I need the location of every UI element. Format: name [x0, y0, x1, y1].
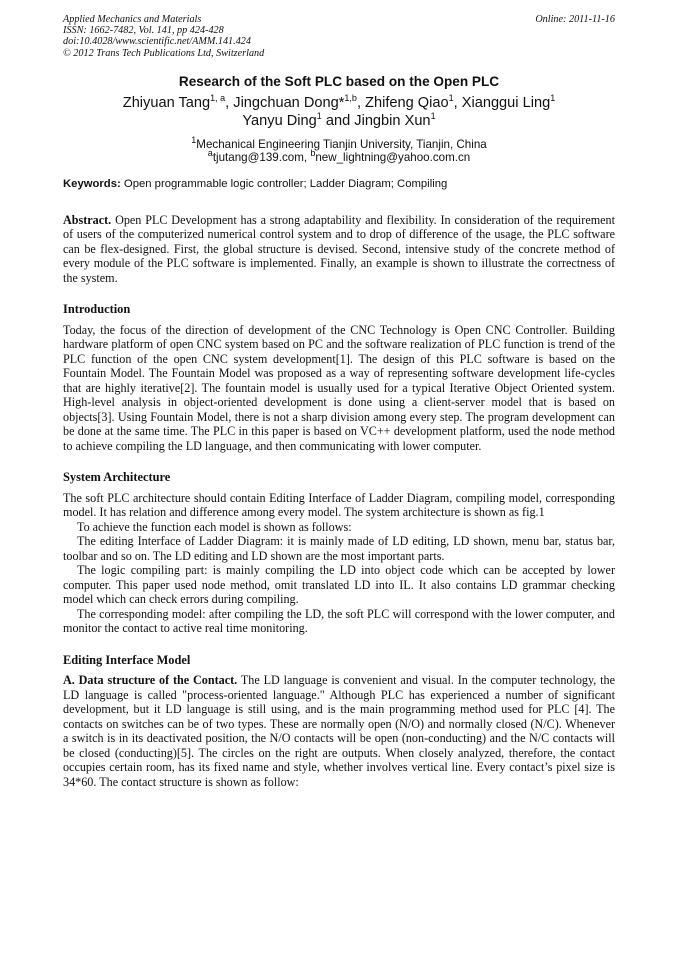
email-a: tjutang@139.com,: [212, 151, 308, 165]
affiliation-sup: 1: [191, 134, 197, 145]
paragraph: The corresponding model: after compiling the LD, the soft PLC will correspond with the lower computer, and monitor the contact to active real time monitoring.: [63, 606, 615, 636]
author-name: Jingchuan Dong*: [233, 94, 345, 111]
journal-issn: ISSN: 1662-7482, Vol. 141, pp 424-428: [63, 25, 224, 37]
author-name: Zhifeng Qiao: [365, 94, 449, 111]
paper-title: Research of the Soft PLC based on the Open PLC: [178, 73, 500, 89]
journal-info: [63, 14, 264, 59]
author-name: Xianggui Ling: [461, 94, 551, 111]
author-line-1: Zhiyuan Tang$^{1, a}$, Jingchuan Dong*$^{1,b}$, Zhifeng Qiao$^1$, Xianggui Ling$^1$: [122, 92, 556, 111]
affiliation-line: [63, 134, 615, 152]
section-heading: System Architecture: [63, 470, 171, 485]
author-conjunction: and: [325, 112, 351, 129]
online-date: Online: 2011-11-16: [535, 14, 615, 25]
paragraph: The logic compiling part: is mainly compiling the LD into object code which can be accepted by lower computer. This paper used node method, omit translated LD into IL. It also contains LD grammar checking model which can check errors during compiling.: [63, 563, 615, 607]
author-sup: 1: [316, 110, 322, 121]
author-name: Yanyu Ding: [242, 112, 317, 129]
email-b: new_lightning@yahoo.com.cn: [315, 151, 471, 165]
paragraph: Today, the focus of the direction of development of the CNC Technology is Open CNC Controller. Building hardware platform of open CNC system based on PC and the software realization of PLC function is trend of the PLC function of the open CNC system development[1]. The design of this PLC software is based on the Fountain Model. The Fountain Model was proposed as a way of representing software development life-cycles that are highly iterative[2]. The fountain model is usually used for a typical Iterative Object Oriented system. High-level analysis in object-oriented development is done using a client-server model that is based on objects[3]. Using Fountain Model, there is not a sharp division among every step. The program development can be done at the same time. The PLC in this paper is based on VC++ development platform, used the node method to achieve compiling the LD language, and then communicating with lower computer.: [63, 322, 615, 453]
author-sup: 1,b: [344, 92, 357, 103]
journal-doi: doi:10.4028/www.scientific.net/AMM.141.424: [63, 36, 251, 48]
section-heading: Introduction: [63, 302, 131, 317]
subsection-heading: A. Data structure of the Contact.: [63, 673, 238, 688]
affiliation-text: Mechanical Engineering Tianjin University, Tianjin, China: [196, 137, 487, 151]
abstract-text: Open PLC Development has a strong adaptability and flexibility. In consideration of the requirement of users of the computerized numerical control system and to drop of difference of the usage, the PLC software can be flex-designed. First, the global structure is devised. Second, intensive study of the concrete method of every module of the PLC software is implemented. Finally, an example is shown to illustrate the correctness of the system.: [63, 212, 615, 285]
journal-header: [63, 14, 615, 59]
paper-page: [63, 14, 615, 789]
author-line-2: [63, 112, 615, 130]
paragraph: To achieve the function each model is shown as follows:: [77, 519, 352, 534]
keywords: [63, 177, 615, 191]
journal-copyright: © 2012 Trans Tech Publications Ltd, Switzerland: [63, 47, 265, 59]
keywords-label: Keywords:: [63, 177, 121, 190]
affiliation: [63, 134, 615, 165]
abstract: [63, 213, 615, 286]
email-line: [63, 148, 615, 165]
email-sup: b: [310, 148, 316, 159]
author-name: Jingbin Xun: [354, 112, 431, 129]
author-sup: 1: [550, 92, 556, 103]
author-sup: 1: [430, 110, 436, 121]
author-sup: 1: [448, 92, 454, 103]
author-sup: 1, a: [210, 92, 226, 103]
journal-name: Applied Mechanics and Materials: [63, 14, 202, 25]
author-list: [63, 94, 615, 130]
abstract-label: Abstract.: [63, 212, 112, 227]
author-name: Zhiyuan Tang: [122, 94, 211, 111]
paragraph-text: The LD language is convenient and visual. In the computer technology, the LD language is called "process-oriented language." Although PLC has experienced a number of significant development, but it LD language is still using, and is the main programming method used for PLC [4]. The contacts on switches can be of two types. These are normally open (N/O) and normally closed (N/C). Whenever a switch is in its deactivated position, the N/O contacts will be open (non-conducting) and the N/C contacts will be closed (conducting)[5]. The circles on the right are outputs. When closely analyzed, therefore, the contact occupies certain room, has its fixed name and style, whether involves vertical line. Every contact’s pixel size is 34*60. The contact structure is shown as follow:: [63, 673, 615, 789]
paragraph: The soft PLC architecture should contain Editing Interface of Ladder Diagram, compiling model, corresponding model. It has relation and difference among every model. The system architecture is shown as fig.1: [63, 490, 615, 520]
keywords-text: Open programmable logic controller; Ladder Diagram; Compiling: [123, 177, 448, 190]
email-sup: a: [207, 148, 213, 159]
paragraph: [63, 673, 615, 789]
section-heading: Editing Interface Model: [63, 652, 191, 667]
paragraph: The editing Interface of Ladder Diagram: it is mainly made of LD editing, LD shown, menu bar, status bar, toolbar and so on. The LD editing and LD shown are the most important parts.: [63, 534, 615, 563]
